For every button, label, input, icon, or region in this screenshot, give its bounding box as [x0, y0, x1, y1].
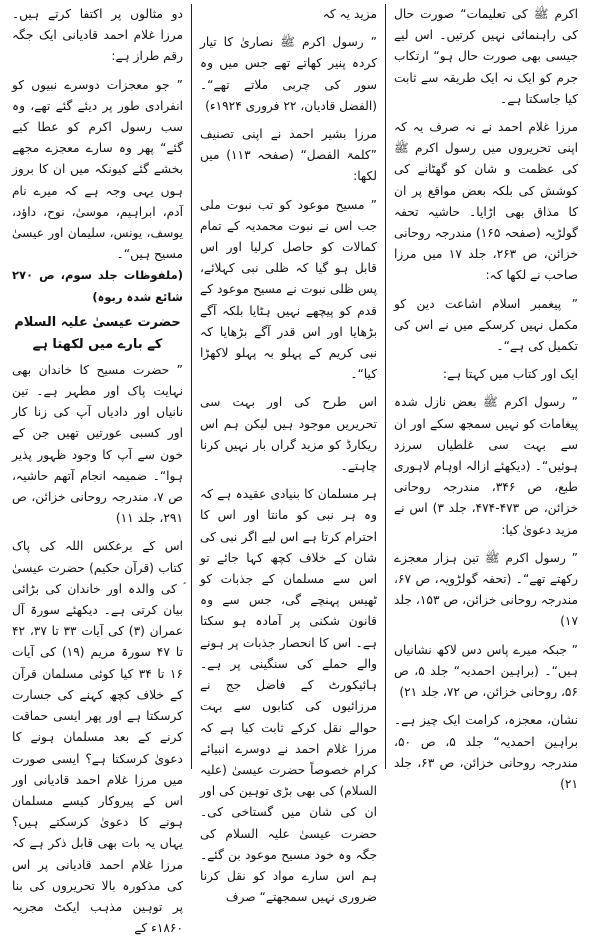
spacer — [394, 110, 578, 117]
column-middle — [191, 4, 386, 905]
quote-paragraph: ” رسول اکرم ﷺ تین ہزار معجزے رکھتے تھے“۔ (تحفہ گولڑویہ، ص ۶۷، مندرجہ روحانی خزائن، ص ۱۵۳، جلد ۱۷) — [394, 550, 578, 629]
quote-paragraph: ” مسیح موعود کو تب نبوت ملی جب اس نے نبوت محمدیہ کے تمام کمالات کو حاصل کرلیا اور اس قابل ہو گیا کہ ظلی نبی کہلائے، پس ظلی نبوت نے مسیح موعود کے قدم کو پیچھے نہیں ہٹایا بلکہ آگے بڑھایا اور اس قدر آگے بڑھایا کہ نبی کریم کے پہلو بہ پہلو لاکھڑا کیا“۔ — [200, 197, 377, 382]
paragraph: ہر مسلمان کا بنیادی عقیدہ ہے کہ وہ ہر نبی کو مانتا اور اس کا احترام کرتا ہے اس لیے اگر نبی کی شان کے خلاف کچھ کہا جائے تو اس سے مسلمان کے جذبات کو ٹھیس پہنچے گی، جس سے وہ قانون شکنی پر آمادہ ہو سکتا ہے۔ اس کا انحصار جذبات پر ہونے والے حملے کی سنگینی پر ہے۔ ہائیکورٹ کے فاضل جج نے مرزائیوں کی کتابوں سے بہت حوالے نقل کرکے ثابت کیا ہے کہ مرزا غلام احمد نے دوسرے انبیائے کرام خصوصاً حضرت عیسیٰ (علیہ السلام) کی بھی بڑی توہین کی اور ان کی شان میں گستاخی کی۔ حضرت عیسیٰ علیہ السلام کی جگہ وہ خود مسیح موعود بن گئے۔ ہم اس سارے مواد کو نقل کرنا ضروری نہیں سمجھتے“ صرف — [200, 487, 377, 905]
paragraph: مزید یہ کہ — [322, 7, 377, 21]
spacer — [12, 68, 183, 75]
spacer — [394, 385, 578, 392]
citation: (ملفوظات جلد سوم، ص ۲۷۰ شائع شدہ ربوہ) — [12, 268, 183, 304]
spacer — [12, 529, 183, 536]
quote-paragraph: نشان، معجزہ، کرامت ایک چیز ہے۔ براہین احمدیہ“ جلد ۵، ص ۵۰، مندرجہ روحانی خزائن، ص ۶۳، جلد ۲۱) — [394, 713, 578, 791]
paragraph: اکرم ﷺ کی تعلیمات“ صورت حال کی راہنمائی نہیں کرتیں۔ اس لیے جیسی بھی صورت حال ہو“ ارتکاب جرم کو ایک نہ ایک طریقہ سے ثابت کیا جاسکتا ہے۔ — [394, 7, 578, 106]
spacer — [200, 25, 377, 32]
quote-paragraph: ” رسول اکرم ﷺ بعض نازل شدہ پیغامات کو نہیں سمجھ سکے اور ان سے بہت سی غلطیاں سرزد ہوئیں“۔ (دیکھئے ازالہ اوہام لاہوری طبع، ص ۳۴۶، مندرجہ روحانی خزائن، ص ۴۷۳-۴۷۴، جلد ۳) اس نے مزید دعویٰ کیا: — [394, 395, 578, 537]
spacer — [200, 188, 377, 195]
quote-paragraph: ” پیغمبر اسلام اشاعت دین کو مکمل نہیں کرسکے میں نے اس کی تکمیل کی ہے“۔ — [394, 296, 578, 354]
paragraph: مرزا غلام احمد نے نہ صرف یہ کہ اپنی تحریروں میں رسول اکرم ﷺ کی عظمت و شان کو گھٹانے کی کوشش کی بلکہ بعض مواقع پر ان کا مذاق بھی اڑایا۔ حاشیہ تحفہ گولڑیہ (صفحہ ۱۶۵) مندرجہ روحانی خزائن، ص ۲۶۳، جلد ۱۷ میں مرزا صاحب نے لکھا کہ: — [394, 120, 578, 283]
column-left — [4, 4, 191, 936]
paragraph: مرزا بشیر احمد نے اپنی تصنیف ”کلمۃ الفصل“ (صفحہ ۱۱۳) میں لکھا: — [200, 127, 377, 184]
spacer — [394, 633, 578, 640]
paragraph: دو مثالوں پر اکتفا کرتے ہیں۔ مرزا غلام احمد قادیانی ایک جگہ رقم طراز ہے: — [12, 7, 183, 64]
spacer — [200, 477, 377, 484]
column-right — [386, 4, 586, 791]
quote-paragraph: ” رسول اکرم ﷺ نصاریٰ کا تیار کردہ پنیر کھاتے تھے جس میں وہ سور کی چربی ملاتے تھے“۔ (الفضل قادیان، ۲۲ فروری ۱۹۲۴ء) — [200, 35, 377, 113]
quote-paragraph: ” جبکہ میرے پاس دس لاکھ نشانیاں ہیں“۔ (براہین احمدیہ“ جلد ۵، ص ۵۶، روحانی خزائن، ص ۷۲، جلد ۲۱) — [394, 642, 579, 700]
quote-paragraph: ” حضرت مسیح کا خاندان بھی نہایت پاک اور مطہر ہے۔ تین نانیاں اور دادیاں آپ کی زنا کار اور کسبی عورتیں تھیں جن کے خون سے آپ کا وجود ظہور پذیر ہوا“۔ ضمیمہ انجام آتھم حاشیہ، ص ۷، مندرجہ روحانی خزائن، ص ۲۹۱، جلد ۱۱) — [12, 362, 184, 526]
spacer — [200, 117, 377, 124]
paragraph: اس کے برعکس اللہ کی پاک کتاب (قرآن حکیم) حضرت عیسیٰ ؑ کی والدہ اور خاندان کی بڑائی بیان کرتی ہے۔ دیکھئے سورۃ آل عمران (۳) کی آیات ۳۳ تا ۳۷، ۴۲ تا ۴۷ سورۃ مریم (۱۹) کی آیات ۱۶ تا ۳۴ کیا کوئی مسلمان قرآن کے خلاف کچھ کہنے کی جسارت کرسکتا ہے اور پھر ایسی حماقت کرنے کے بعد مسلمان ہونے کا دعویٰ کرسکتا ہے؟ ایسی صورت میں مرزا غلام احمد قادیانی اور اس کے پیروکار کیسے مسلمان ہونے کا دعویٰ کرسکتے ہیں؟ یہاں یہ بات بھی قابل ذکر ہے کہ مرزا غلام احمد قادیانی پر اس کی مذکورہ بالا تحریروں کی بنا پر توہین مذہب ایکٹ مجریہ ۱۸۶۰ء کے — [12, 539, 183, 936]
spacer — [394, 287, 578, 294]
quote-paragraph: ” جو معجزات دوسرے نبیوں کو انفرادی طور پر دیئے گئے تھے، وہ سب رسول اکرم کو عطا کیے گئے“ پھر وہ سارے معجزے مجھے بخشے گئے کیونکہ میں ان کا بروز ہوں یہی وجہ ہے کہ میرے نام آدم، ابراہیم، موسیٰ، نوح، داؤد، یوسف، یونس، سلیمان اور عیسیٰ مسیح ہیں“۔ — [12, 77, 183, 262]
paragraph: اس طرح کی اور بہت سی تحریریں موجود ہیں لیکن ہم اس ریکارڈ کو مزید گراں بار نہیں کرنا چاہتے۔ — [200, 395, 377, 474]
spacer — [200, 385, 377, 392]
spacer — [394, 541, 578, 548]
paragraph: ایک اور کتاب میں کہتا ہے: — [442, 367, 578, 382]
spacer — [394, 703, 578, 710]
section-heading: حضرت عیسیٰ علیہ السلام کے بارے میں لکھتا ہے — [14, 314, 181, 352]
spacer — [394, 357, 578, 364]
